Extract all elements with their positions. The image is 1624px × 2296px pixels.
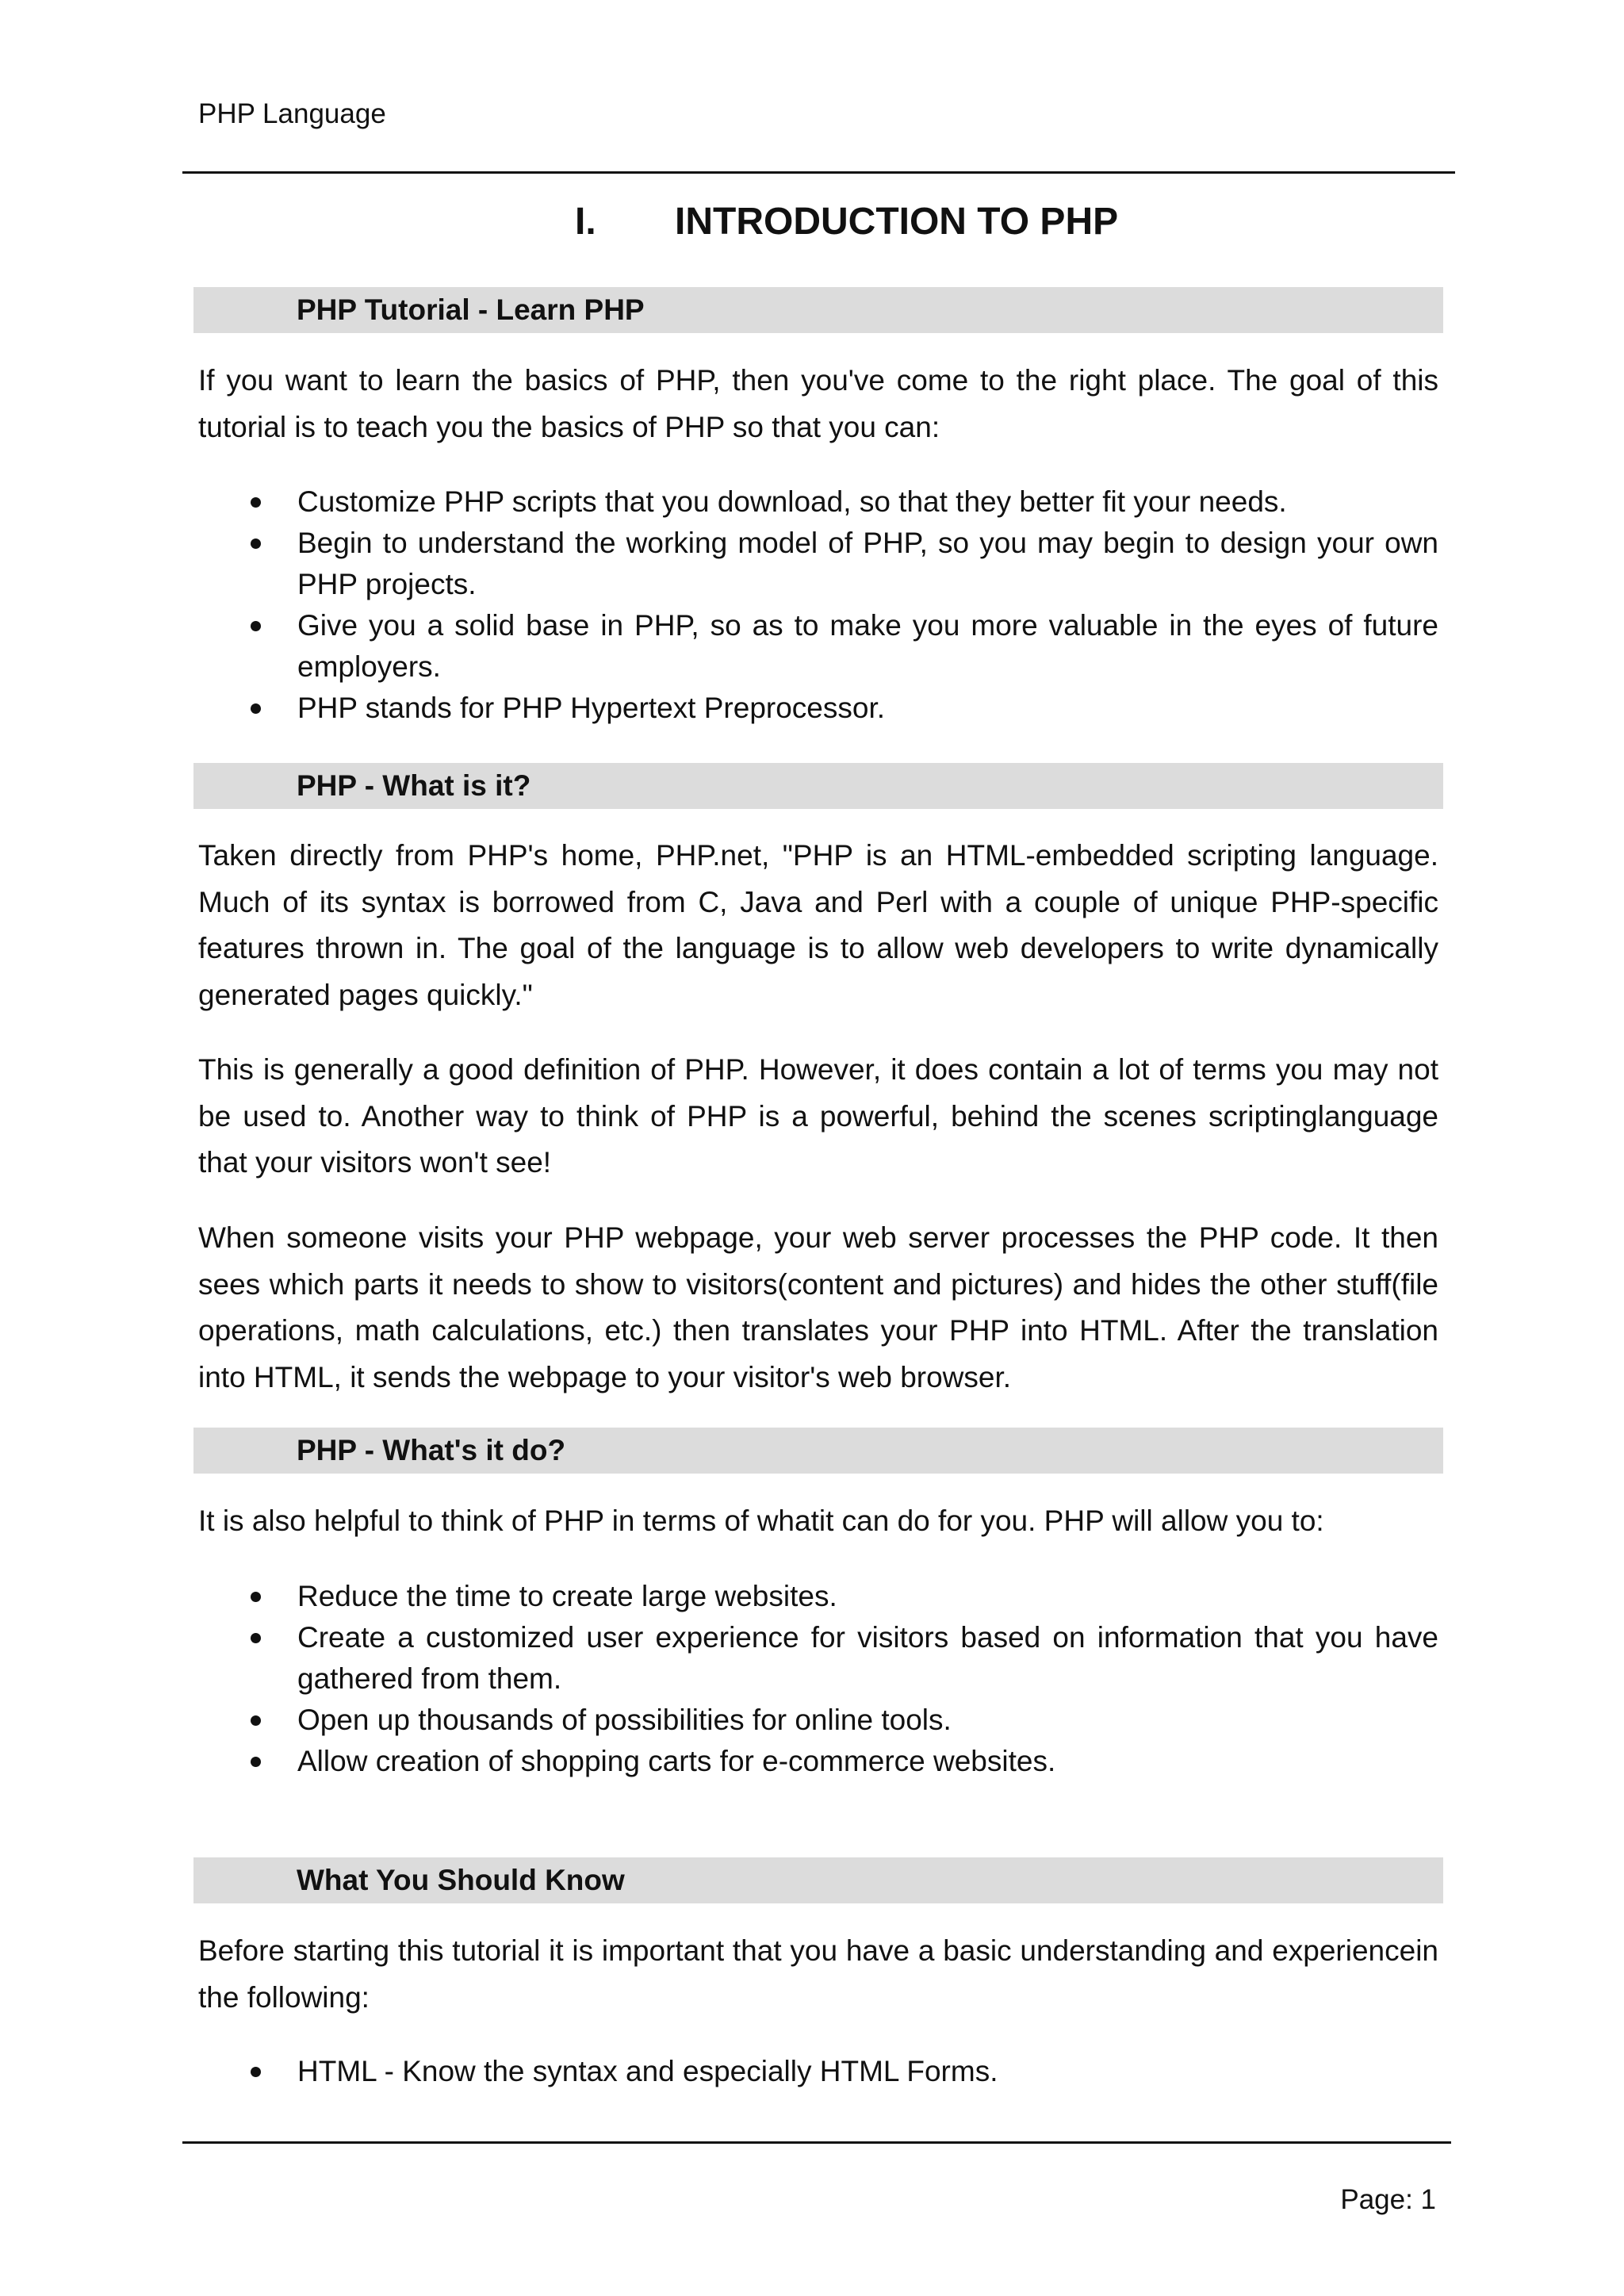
chapter-number: I. [575, 201, 596, 243]
list-item: Customize PHP scripts that you download, so that they better fit your needs. [198, 481, 1438, 523]
list-item: Open up thousands of possibilities for online tools. [198, 1700, 1438, 1741]
list-item: PHP stands for PHP Hypertext Preprocessor. [198, 688, 1438, 729]
page-number: Page: 1 [1340, 2184, 1436, 2215]
paragraph: If you want to learn the basics of PHP, then you've come to the right place. The goal of this tutorial is to teach you the basics of PHP so that you can: [198, 364, 1438, 443]
section-heading [193, 287, 1443, 333]
list-item: Create a customized user experience for visitors based on information that you have gathered from them. [198, 1617, 1438, 1700]
paragraph: When someone visits your PHP webpage, your web server processes the PHP code. It then sees which parts it needs to show to visitors(content and pictures) and hides the other stuff(file operations, math calculations, etc.) then translates your PHP into HTML. After the translation into HTML, it sends the webpage to your visitor's web browser. [198, 1221, 1438, 1393]
bullet-icon [251, 539, 261, 549]
header-rule [182, 171, 1455, 174]
bullet-list [198, 2051, 1438, 2092]
bullet-icon [251, 1592, 261, 1602]
bullet-icon [251, 621, 261, 631]
paragraph: Taken directly from PHP's home, PHP.net, "PHP is an HTML-embedded scripting language. Much of its syntax is borrowed from C, Java and Perl with a couple of unique PHP-specific features thrown in. The goal of the language is to allow web developers to write dynamically generated pages quickly." [198, 839, 1438, 1011]
bullet-icon [251, 703, 261, 714]
section-heading-text: PHP Tutorial - Learn PHP [297, 293, 645, 326]
paragraph: It is also helpful to think of PHP in terms of whatit can do for you. PHP will allow you to: [198, 1504, 1324, 1537]
bullet-icon [251, 2067, 261, 2077]
section-heading [193, 1428, 1443, 1474]
section-heading [193, 1857, 1443, 1903]
chapter-title-text: INTRODUCTION TO PHP [675, 201, 1119, 243]
list-item: Allow creation of shopping carts for e-commerce websites. [198, 1741, 1438, 1782]
bullet-icon [251, 1715, 261, 1726]
list-item: Give you a solid base in PHP, so as to make you more valuable in the eyes of future employers. [198, 605, 1438, 688]
section-heading [193, 763, 1443, 809]
list-item: Begin to understand the working model of PHP, so you may begin to design your own PHP projects. [198, 523, 1438, 605]
running-header: PHP Language [198, 98, 386, 129]
paragraph: Before starting this tutorial it is important that you have a basic understanding and experiencein the following: [198, 1934, 1438, 2014]
bullet-icon [251, 497, 261, 508]
bullet-icon [251, 1757, 261, 1767]
bullet-icon [251, 1633, 261, 1643]
footer-rule [182, 2141, 1451, 2144]
section-heading-text: PHP - What's it do? [297, 1434, 566, 1466]
bullet-list [198, 1576, 1438, 1782]
list-item: Reduce the time to create large websites. [198, 1576, 1438, 1617]
paragraph: This is generally a good definition of PHP. However, it does contain a lot of terms you may not be used to. Another way to think of PHP is a powerful, behind the scenes scriptinglanguage that your visitors won't see! [198, 1053, 1438, 1179]
section-heading-text: PHP - What is it? [297, 769, 531, 802]
section-heading-text: What You Should Know [297, 1864, 625, 1896]
list-item: HTML - Know the syntax and especially HTML Forms. [198, 2051, 1438, 2092]
bullet-list [198, 481, 1438, 729]
